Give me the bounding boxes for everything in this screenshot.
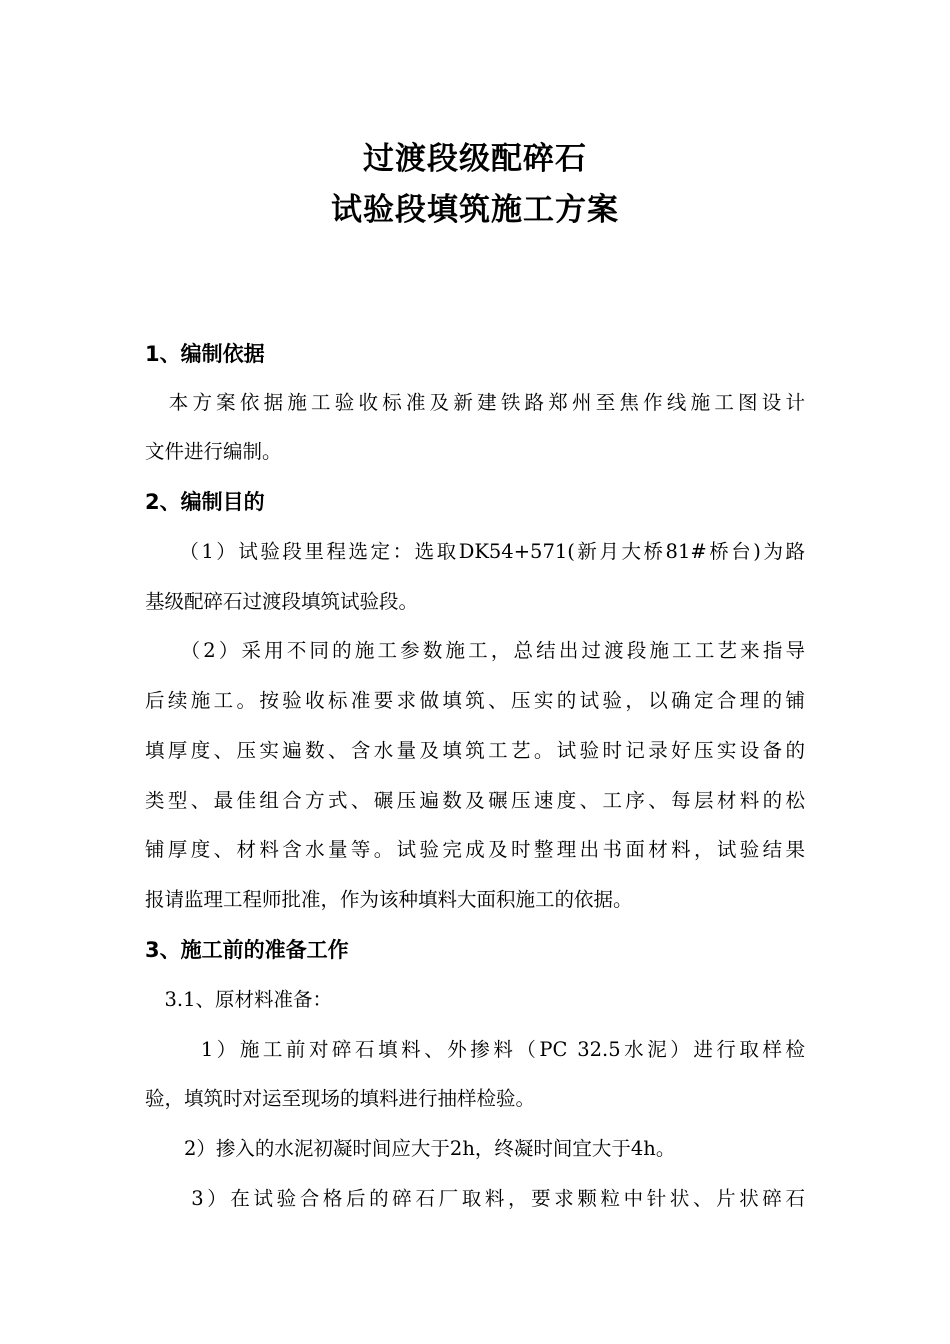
section-3-paragraph-line: 3）在试验合格后的碎石厂取料，要求颗粒中针状、片状碎石 — [145, 1187, 805, 1210]
section-3-paragraph-line: 1）施工前对碎石填料、外掺料（PC 32.5水泥）进行取样检 — [145, 1038, 805, 1061]
section-2-paragraph-line: 类型、最佳组合方式、碾压遍数及碾压速度、工序、每层材料的松 — [145, 789, 805, 812]
section-1-heading: 1、编制依据 — [145, 342, 265, 366]
section-3-subheading: 3.1、原材料准备： — [145, 988, 333, 1011]
section-2-paragraph-line: 铺厚度、材料含水量等。试验完成及时整理出书面材料，试验结果 — [145, 838, 805, 861]
section-2-paragraph-line: 填厚度、压实遍数、含水量及填筑工艺。试验时记录好压实设备的 — [145, 739, 805, 762]
document-title-line-1: 过渡段级配碎石 — [363, 141, 587, 177]
section-2-paragraph-line: 基级配碎石过渡段填筑试验段。 — [145, 590, 419, 613]
section-2-paragraph-line: （1）试验段里程选定：选取DK54+571(新月大桥81#桥台)为路 — [145, 540, 805, 563]
section-1-paragraph-line: 本方案依据施工验收标准及新建铁路郑州至焦作线施工图设计 — [145, 391, 805, 414]
section-3-heading: 3、施工前的准备工作 — [145, 938, 349, 962]
section-3-paragraph-line: 2）掺入的水泥初凝时间应大于2h，终凝时间宜大于4h。 — [145, 1137, 676, 1160]
section-2-paragraph-line: （2）采用不同的施工参数施工，总结出过渡段施工工艺来指导 — [145, 639, 805, 662]
section-2-paragraph-line: 报请监理工程师批准，作为该种填料大面积施工的依据。 — [145, 888, 633, 911]
section-1-paragraph-line: 文件进行编制。 — [145, 440, 282, 463]
section-2-heading: 2、编制目的 — [145, 490, 265, 514]
section-3-paragraph-line: 验，填筑时对运至现场的填料进行抽样检验。 — [145, 1087, 536, 1110]
document-title-line-2: 试验段填筑施工方案 — [331, 192, 619, 228]
section-2-paragraph-line: 后续施工。按验收标准要求做填筑、压实的试验，以确定合理的铺 — [145, 689, 805, 712]
